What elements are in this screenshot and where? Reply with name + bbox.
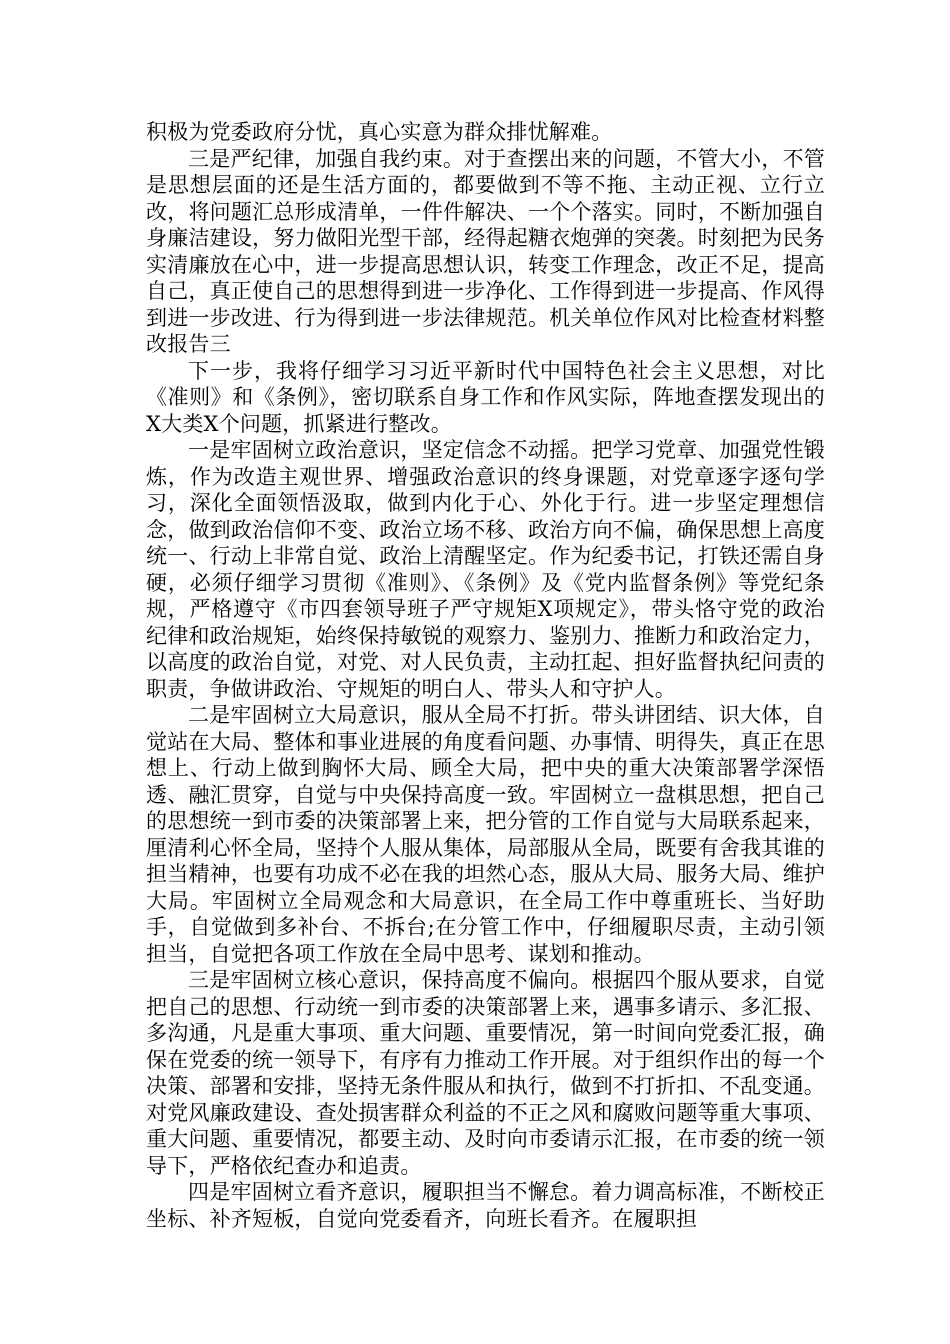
- paragraph-3: 下一步，我将仔细学习习近平新时代中国特色社会主义思想，对比《准则》和《条例》，密切联系自身工作和作风实际，阵地查摆发现出的X大类X个问题，抓紧进行整改。: [146, 358, 825, 436]
- paragraph-6: 三是牢固树立核心意识，保持高度不偏向。根据四个服从要求，自觉把自己的思想、行动统一到市委的决策部署上来，遇事多请示、多汇报、多沟通，凡是重大事项、重大问题、重要情况，第一时间向党委汇报，确保在党委的统一领导下，有序有力推动工作开展。对于组织作出的每一个决策、部署和安排，坚持无条件服从和执行，做到不打折扣、不乱变通。对党风廉政建设、查处损害群众利益的不正之风和腐败问题等重大事项、重大问题、重要情况，都要主动、及时向市委请示汇报，在市委的统一领导下，严格依纪查办和追责。: [146, 968, 825, 1178]
- document-page: [146, 119, 825, 1232]
- paragraph-5: 二是牢固树立大局意识，服从全局不打折。带头讲团结、识大体，自觉站在大局、整体和事业进展的角度看问题、办事情、明得失，真正在思想上、行动上做到胸怀大局、顾全大局，把中央的重大决策部署学深悟透、融汇贯穿，自觉与中央保持高度一致。牢固树立一盘棋思想，把自己的思想统一到市委的决策部署上来，把分管的工作自觉与大局联系起来，厘清利心怀全局，坚持个人服从集体，局部服从全局，既要有舍我其谁的担当精神，也要有功成不必在我的坦然心态，服从大局、服务大局、维护大局。牢固树立全局观念和大局意识，在全局工作中尊重班长、当好助手，自觉做到多补台、不拆台;在分管工作中，仔细履职尽责，主动引领担当，自觉把各项工作放在全局中思考、谋划和推动。: [146, 703, 825, 966]
- paragraph-2: 三是严纪律，加强自我约束。对于查摆出来的问题，不管大小，不管是思想层面的还是生活方面的，都要做到不等不拖、主动正视、立行立改，将问题汇总形成清单，一件件解决、一个个落实。同时，不断加强自身廉洁建设，努力做阳光型干部，经得起糖衣炮弹的突袭。时刻把为民务实清廉放在心中，进一步提高思想认识，转变工作理念，改正不足，提高自己，真正使自己的思想得到进一步净化、工作得到进一步提高、作风得到进一步改进、行为得到进一步法律规范。机关单位作风对比检查材料整改报告三: [146, 146, 825, 356]
- paragraph-1: 积极为党委政府分忧，真心实意为群众排忧解难。: [146, 120, 613, 144]
- paragraph-4: 一是牢固树立政治意识，坚定信念不动摇。把学习党章、加强党性锻炼，作为改造主观世界、增强政治意识的终身课题，对党章逐字逐句学习，深化全面领悟汲取，做到内化于心、外化于行。进一步坚定理想信念，做到政治信仰不变、政治立场不移、政治方向不偏，确保思想上高度统一、行动上非常自觉、政治上清醒坚定。作为纪委书记，打铁还需自身硬，必须仔细学习贯彻《准则》、《条例》及《党内监督条例》等党纪条规，严格遵守《市四套领导班子严守规矩X项规定》，带头恪守党的政治纪律和政治规矩，始终保持敏锐的观察力、鉴别力、推断力和政治定力，以高度的政治自觉，对党、对人民负责，主动扛起、担好监督执纪问责的职责，争做讲政治、守规矩的明白人、带头人和守护人。: [146, 438, 825, 701]
- paragraph-7: 四是牢固树立看齐意识，履职担当不懈怠。着力调高标准，不断校正坐标、补齐短板，自觉向党委看齐，向班长看齐。在履职担: [146, 1180, 825, 1231]
